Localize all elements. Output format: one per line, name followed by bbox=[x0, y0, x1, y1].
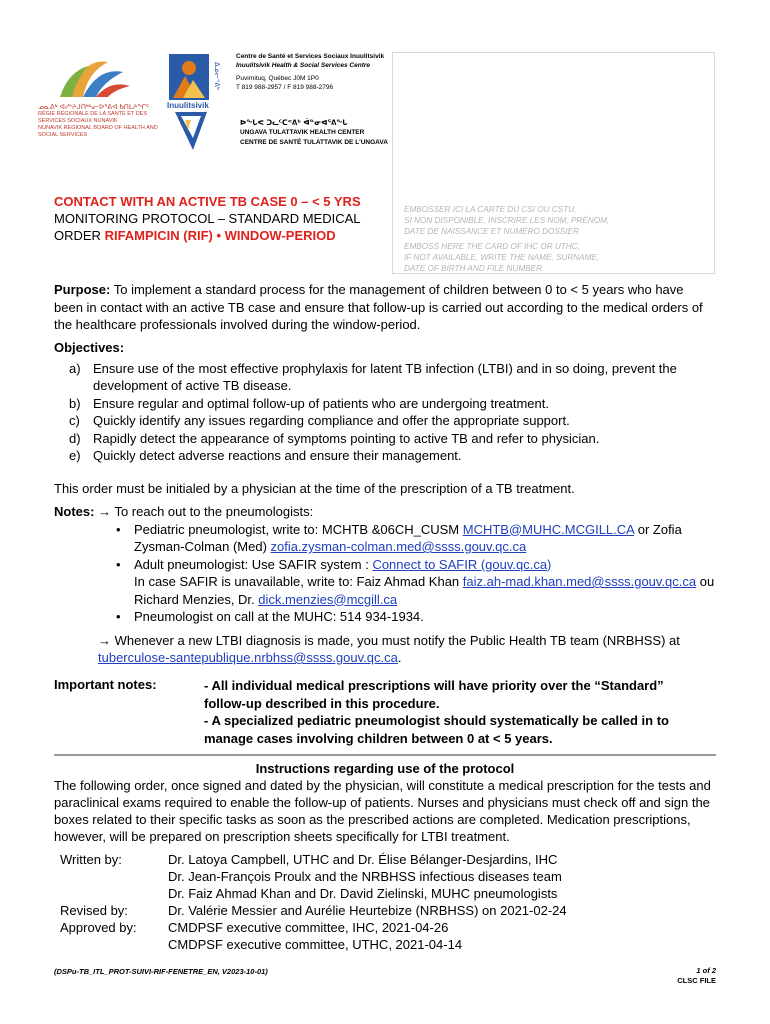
nunavik-board-logo bbox=[38, 52, 158, 152]
objective-item bbox=[54, 412, 716, 430]
objective-text: Ensure use of the most effective prophylaxis for latent TB infection (LTBI) and in so doing, prevent the development of active TB disease. bbox=[93, 360, 677, 393]
credits-labels bbox=[60, 851, 137, 936]
uthc-name-fr: CENTRE DE SANTÉ TULATTAVIK DE L'UNGAVA bbox=[240, 139, 388, 146]
title-line-2: MONITORING PROTOCOL – STANDARD MEDICAL bbox=[54, 211, 361, 226]
note-text: Pediatric pneumologist, write to: MCHTB &06CH_CUSM bbox=[134, 521, 463, 537]
credits-names bbox=[168, 851, 567, 953]
left-logo-fr: RÉGIE RÉGIONALE DE LA SANTÉ ET DES SERVICES SOCIAUX NUNAVIK bbox=[38, 111, 148, 124]
notes-section bbox=[54, 503, 716, 667]
menzies-email-link[interactable]: dick.menzies@mcgill.ca bbox=[258, 591, 398, 607]
objective-letter: a) bbox=[69, 360, 81, 376]
note-text: → Whenever a new LTBI diagnosis is made, you must notify the Public Health TB team (NRBHSS) at bbox=[98, 632, 680, 648]
objective-item bbox=[54, 360, 716, 395]
emboss-instructions bbox=[404, 204, 704, 274]
important-notes bbox=[204, 677, 709, 747]
purpose-paragraph bbox=[54, 281, 716, 334]
svg-text:ᐃᓅᓕᕝᕕᒃ: ᐃᓅᓕᕝᕕᒃ bbox=[213, 62, 221, 90]
emboss-fr-line: DATE DE NAISSANCE ET NUMÉRO DOSSIER bbox=[404, 227, 579, 236]
objective-text: Quickly identify any issues regarding compliance and offer the appropriate support. bbox=[93, 413, 570, 428]
mchtb-email-link[interactable]: MCHTB@MUHC.MCGILL.CA bbox=[462, 521, 635, 537]
org-phone: T 819 988-2957 / F 819 988-2796 bbox=[236, 83, 334, 91]
objective-item bbox=[54, 395, 716, 413]
objective-letter: b) bbox=[69, 395, 81, 411]
objective-text: Quickly detect adverse reactions and ensure their management. bbox=[93, 448, 462, 463]
emboss-en-line: IF NOT AVAILABLE, WRITE THE NAME, SURNAME, bbox=[404, 253, 600, 262]
note-text: or Zofia Zysman-Colman (Med) bbox=[134, 521, 682, 554]
section-divider bbox=[54, 754, 716, 756]
uthc-address bbox=[240, 118, 400, 148]
written-by-label: Written by: bbox=[60, 852, 122, 867]
page-info bbox=[640, 966, 716, 986]
important-note-1: - All individual medical prescriptions will have priority over the “Standard” follow-up described in this procedure. bbox=[204, 678, 664, 711]
emboss-en-line: EMBOSS HERE THE CARD OF IHC OR UTHC, bbox=[404, 242, 580, 251]
objective-item bbox=[54, 447, 716, 465]
instructions-text: The following order, once signed and dated by the physician, will constitute a medical prescription for the tests and paraclinical exams required to enable the follow-up of patients. Nurses and physicians must check off and sign the boxes related to their specific tasks as soon as the prescribed actions are completed. Medication prescriptions, however, will be prepared on prescription sheets specifically for LTBI treatment. bbox=[54, 778, 711, 844]
org-name-en: Inuulitsivik Health & Social Services Centre bbox=[236, 61, 371, 69]
objective-letter: e) bbox=[69, 448, 81, 463]
objective-item bbox=[54, 430, 716, 448]
purpose-text: To implement a standard process for the management of children between 0 to < 5 years who have been in contact with an active TB case and ensure that follow-up is carried out according to the medical orders of the healthcare professionals involved during the window-period. bbox=[54, 282, 703, 332]
title-line-3 bbox=[54, 227, 389, 244]
credit-line: Dr. Latoya Campbell, UTHC and Dr. Élise Bélanger-Desjardins, IHC bbox=[168, 852, 558, 867]
org-address: Puvirnituq, Québec J0M 1P0 bbox=[236, 75, 319, 82]
note-text: In case SAFIR is unavailable, write to: Faiz Ahmad Khan bbox=[134, 574, 463, 589]
title-line-1: CONTACT WITH AN ACTIVE TB CASE 0 – < 5 YRS bbox=[54, 194, 361, 209]
left-logo-syllabics: ᓄᓇᕕᒃ ᐊᓯᔾᔨᒍᑎᒃᓴᓕᐅᕐᕕᐊ ᑲᑎᒪᔨᖏᑦ bbox=[38, 104, 150, 111]
important-notes-label: Important notes: bbox=[54, 677, 157, 692]
emboss-fr-line: SI NON DISPONIBLE, INSCRIRE LES NOM, PRÉNOM, bbox=[404, 216, 610, 225]
credit-line: Dr. Jean-François Proulx and the NRBHSS infectious diseases team bbox=[168, 869, 562, 884]
khan-email-link[interactable]: faiz.ah-mad.khan.med@ssss.gouv.qc.ca bbox=[462, 574, 697, 589]
purpose-label: Purpose: bbox=[54, 282, 111, 297]
left-logo-en: NUNAVIK REGIONAL BOARD OF HEALTH AND SOCIAL SERVICES bbox=[38, 125, 158, 138]
document-title bbox=[54, 193, 389, 244]
objectives-section bbox=[54, 339, 716, 465]
title-order: ORDER bbox=[54, 228, 105, 243]
page-number: 1 of 2 bbox=[696, 966, 716, 975]
emboss-en-line: DATE OF BIRTH AND FILE NUMBER bbox=[404, 264, 542, 273]
public-health-email-link[interactable]: tuberculose-santepublique.nrbhss@ssss.gouv.qc.ca bbox=[98, 650, 398, 665]
notes-label: Notes: bbox=[54, 504, 95, 519]
document-code: (DSPu-TB_ITL_PROT-SUIVI-RIF-FENETRE_EN, V2023-10-01) bbox=[54, 967, 268, 976]
org-name-fr: Centre de Santé et Services Sociaux Inuulitsivik bbox=[236, 53, 385, 60]
emboss-fr-line: EMBOSSER ICI LA CARTE DU CSI OU CSTU, bbox=[404, 205, 577, 214]
credit-line: CMDPSF executive committee, UTHC, 2021-04-14 bbox=[168, 937, 463, 952]
credit-line: Dr. Faiz Ahmad Khan and Dr. David Zielinski, MUHC pneumologists bbox=[168, 886, 558, 901]
ltbi-notification bbox=[54, 632, 716, 667]
objective-text: Ensure regular and optimal follow-up of patients who are undergoing treatment. bbox=[93, 395, 549, 411]
note-text: Pneumologist on call at the MUHC: 514 934-1934. bbox=[134, 609, 424, 624]
initial-requirement: This order must be initialed by a physician at the time of the prescription of a TB treatment. bbox=[54, 481, 575, 496]
credit-line: CMDPSF executive committee, IHC, 2021-04-26 bbox=[168, 920, 449, 935]
zysman-email-link[interactable]: zofia.zysman-colman.med@ssss.gouv.qc.ca bbox=[270, 539, 527, 554]
objective-letter: c) bbox=[69, 413, 80, 428]
uthc-syllabics: ᐅᖓᕙ ᑐᓚᑦᑕᕝᕕᒃ ᐋᓐᓂᐊᕐᕕᖓ bbox=[240, 119, 348, 127]
important-note-2: - A specialized pediatric pneumologist should systematically be called in to manage cases involving children between 0 at < 5 years. bbox=[204, 713, 669, 746]
file-type: CLSC FILE bbox=[677, 976, 716, 985]
note-text: . bbox=[397, 650, 402, 665]
objectives-label: Objectives: bbox=[54, 340, 125, 355]
uthc-name-en: UNGAVA TULATTAVIK HEALTH CENTER bbox=[240, 129, 365, 136]
credit-line: Dr. Valérie Messier and Aurélie Heurtebize (NRBHSS) on 2021-02-24 bbox=[168, 903, 567, 918]
objective-letter: d) bbox=[69, 430, 81, 446]
inuulitsivik-address bbox=[236, 53, 396, 92]
note-text: Adult pneumologist: Use SAFIR system : bbox=[134, 556, 373, 572]
note-text: ou Richard Menzies, Dr. bbox=[134, 574, 715, 607]
instructions-heading: Instructions regarding use of the protocol bbox=[255, 761, 515, 776]
safir-link[interactable]: Connect to SAFIR (gouv.qc.ca) bbox=[372, 556, 552, 572]
notes-intro: → To reach out to the pneumologists: bbox=[94, 504, 314, 519]
pediatric-pneumologist-item bbox=[54, 521, 716, 556]
objective-text: Rapidly detect the appearance of symptoms pointing to active TB and refer to physician. bbox=[93, 430, 600, 446]
inuulitsivik-logo bbox=[165, 50, 230, 165]
oncall-pneumologist-item bbox=[54, 608, 716, 626]
title-drug: RIFAMPICIN (RIF) • WINDOW-PERIOD bbox=[104, 228, 336, 243]
approved-by-label: Approved by: bbox=[60, 920, 137, 935]
adult-pneumologist-item bbox=[54, 556, 716, 609]
revised-by-label: Revised by: bbox=[60, 903, 128, 918]
inuulitsivik-label: Inuulitsivik bbox=[167, 101, 209, 110]
